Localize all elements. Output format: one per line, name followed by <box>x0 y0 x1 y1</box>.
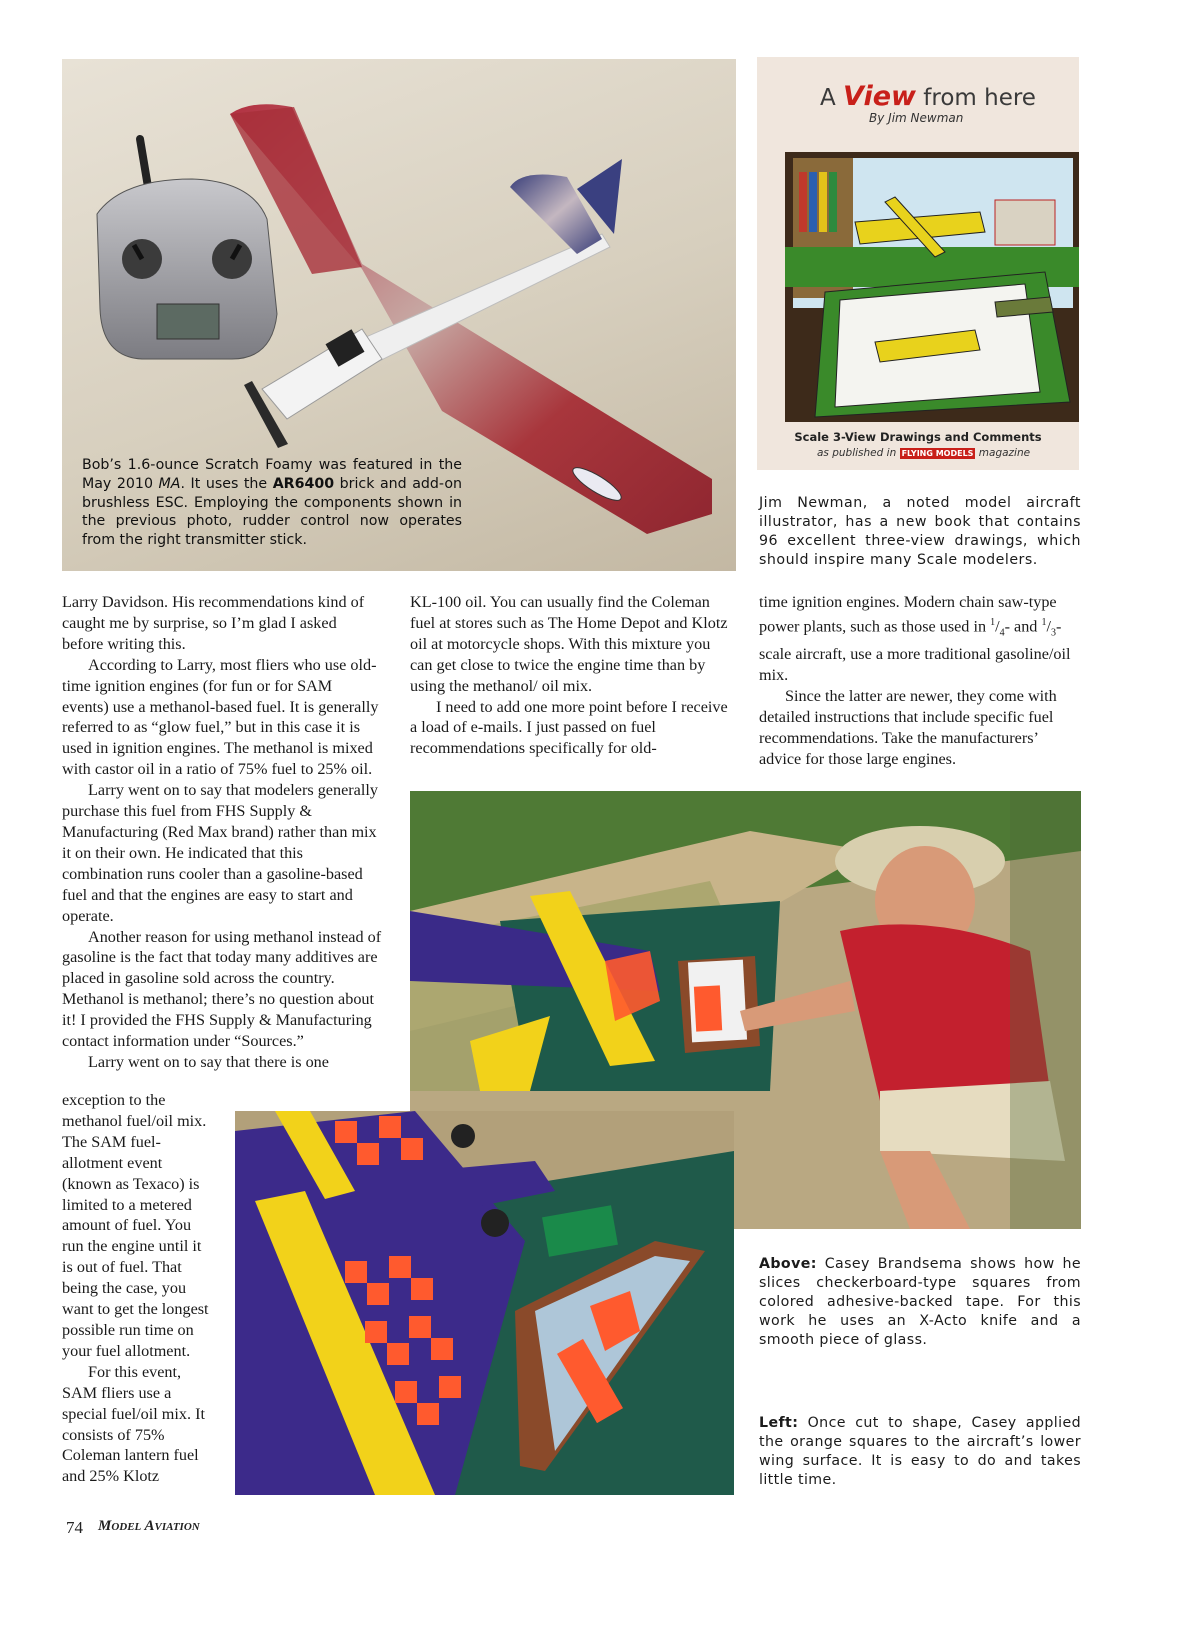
col1-paragraph: For this event, SAM fliers use a special fuel/oil mix. It consists of 75% Coleman lantern fuel and 25% Klotz <box>62 1362 205 1486</box>
book-subtitle: Scale 3-View Drawings and Comments <box>794 430 1042 444</box>
col2-paragraph: KL-100 oil. You can usually find the Coleman fuel at stores such as The Home Depot and Klotz oil at motorcycle shops. With this mixture you can get close to twice the engine time than by using the methanol/ oil mix. <box>410 593 728 695</box>
col3-paragraph: time ignition engines. Modern chain saw-type power plants, such as those used in $^1/_4-$ and $^1/_3$-scale aircraft, use a more traditional gasoline/oil mix. <box>759 593 1071 685</box>
column-1 <box>62 592 382 1073</box>
book-cover-photo <box>757 57 1079 470</box>
book-title: A View from here <box>820 81 1036 112</box>
wing-caption: Left: Once cut to shape, Casey applied the orange squares to the aircraft’s lower wing surface. It is easy to do and takes little time. <box>759 1415 1081 1488</box>
page-number: 74 <box>66 1518 83 1537</box>
col1-paragraph: Larry Davidson. His recommendations kind of caught me by surprise, so I’m glad I asked before writing this. <box>62 593 365 653</box>
col2-paragraph: I need to add one more point before I receive a load of e-mails. I just passed on fuel recommendations specifically for old- <box>410 697 728 758</box>
book-byline: By Jim Newman <box>869 111 964 125</box>
col1-paragraph: Larry went on to say that there is one <box>88 1052 329 1071</box>
foamy-caption: Bob’s 1.6-ounce Scratch Foamy was featured in the May 2010 MA. It uses the AR6400 brick and add-on brushless ESC. Employing the components shown in the previous photo, rudder control now operates from the right transmitter stick. <box>82 457 462 549</box>
column-2 <box>410 592 730 759</box>
col1-paragraph: exception to the methanol fuel/oil mix. The SAM fuel-allotment event (known as Texaco) is limited to a metered amount of fuel. You run the engine until it is out of fuel. That being the case, you want to get the longest possible run time on your fuel allotment. <box>62 1091 209 1360</box>
transmitter <box>97 139 277 359</box>
col1-paragraph: Larry went on to say that modelers generally purchase this fuel from FHS Supply & Manufacturing (Red Max brand) rather than mix it on their own. He indicated that this combination runs cooler than a gasoline-based fuel and that the engines are easy to start and operate. <box>62 781 378 925</box>
casey-caption: Above: Casey Brandsema shows how he slices checkerboard-type squares from colored adhesive-backed tape. For this work he uses an X-Acto knife and a smooth piece of glass. <box>759 1256 1081 1348</box>
column-3 <box>759 592 1081 770</box>
foamy-plane-photo <box>62 59 736 571</box>
magazine-name: Model Aviation <box>98 1518 200 1534</box>
wing-closeup-photo <box>235 1111 734 1495</box>
col1-paragraph: Another reason for using methanol instead of gasoline is the fact that today many additives are placed in gasoline sold across the country. Methanol is methanol; there’s no question about it! I provided the FHS Supply & Manufacturing contact information under “Sources.” <box>62 927 382 1051</box>
book-cover-illustration <box>785 152 1079 422</box>
book-caption: Jim Newman, a noted model aircraft illustrator, has a new book that contains 96 excellent three-view drawings, which should inspire many Scale modelers. <box>759 495 1081 568</box>
wing-closeup-illustration <box>235 1111 734 1495</box>
col3-paragraph: Since the latter are newer, they come with detailed instructions that include specific fuel recommendations. Take the manufacturers’ advice for those large engines. <box>759 687 1057 768</box>
column-1-narrow <box>62 1090 214 1487</box>
book-published-line: as published in FLYING MODELS magazine <box>817 447 1031 459</box>
col1-paragraph: According to Larry, most fliers who use old-time ignition engines (for fun or for SAM events) use a methanol-based fuel. It is generally referred to as “glow fuel,” but in this case it is used in ignition engines. The methanol is mixed with castor oil in a ratio of 75% fuel to 25% oil. <box>62 655 379 779</box>
